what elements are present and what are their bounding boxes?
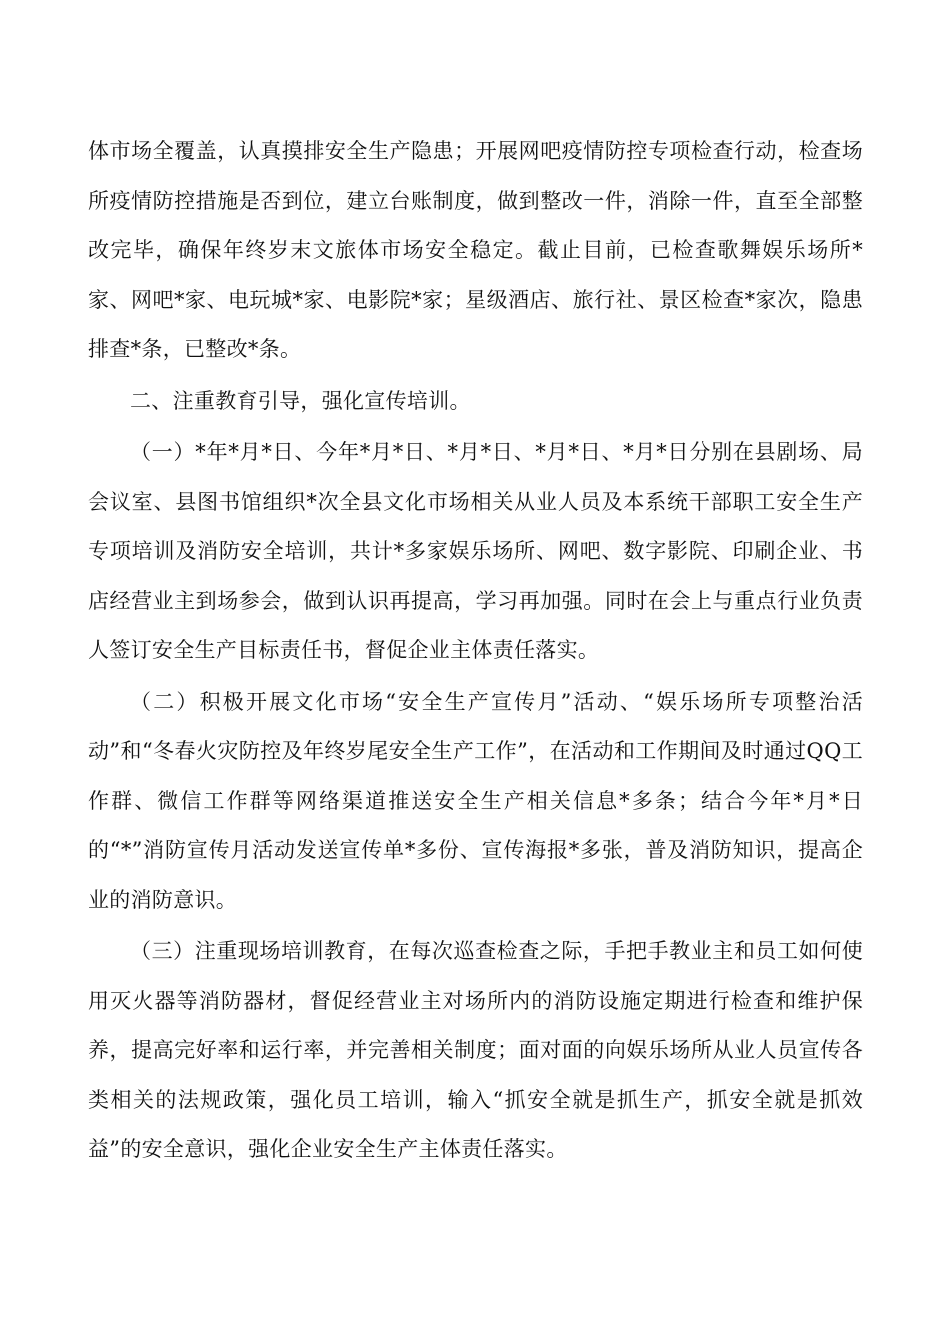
section-heading: 二、注重教育引导，强化宣传培训。 — [130, 388, 471, 413]
paragraph-item-1: （一）*年*月*日、今年*月*日、*月*日、*月*日、*月*日分别在县剧场、局会议室、县图书馆组织*次全县文化市场相关从业人员及本系统干部职工安全生产专项培训及消防安全培训，共计*多家娱乐场所、网吧、数字影院、印刷企业、书店经营业主到场参会，做到认识再提高，学习再加强。同时在会上与重点行业负责人签订安全生产目标责任书，督促企业主体责任落实。 — [88, 440, 863, 662]
paragraph-continuation: 体市场全覆盖，认真摸排安全生产隐患；开展网吧疫情防控专项检查行动，检查场所疫情防控措施是否到位，建立台账制度，做到整改一件，消除一件，直至全部整改完毕，确保年终岁末文旅体市场安全稳定。截止目前，已检查歌舞娱乐场所*家、网吧*家、电玩城*家、电影院*家；星级酒店、旅行社、景区检查*家次，隐患排查*条，已整改*条。 — [88, 139, 863, 361]
paragraph-item-2: （二）积极开展文化市场“安全生产宣传月”活动、“娱乐场所专项整治活动”和“冬春火灾防控及年终岁尾安全生产工作”，在活动和工作期间及时通过QQ工作群、微信工作群等网络渠道推送安全生产相关信息*多条；结合今年*月*日的“*”消防宣传月活动发送宣传单*多份、宣传海报*多张，普及消防知识，提高企业的消防意识。 — [88, 689, 863, 912]
document-body — [88, 127, 863, 1175]
paragraph-item-3: （三）注重现场培训教育，在每次巡查检查之际，手把手教业主和员工如何使用灭火器等消防器材，督促经营业主对场所内的消防设施定期进行检查和维护保养，提高完好率和运行率，并完善相关制度；面对面的向娱乐场所从业人员宣传各类相关的法规政策，强化员工培训，输入“抓安全就是抓生产，抓安全就是抓效益”的安全意识，强化企业安全生产主体责任落实。 — [88, 939, 863, 1161]
